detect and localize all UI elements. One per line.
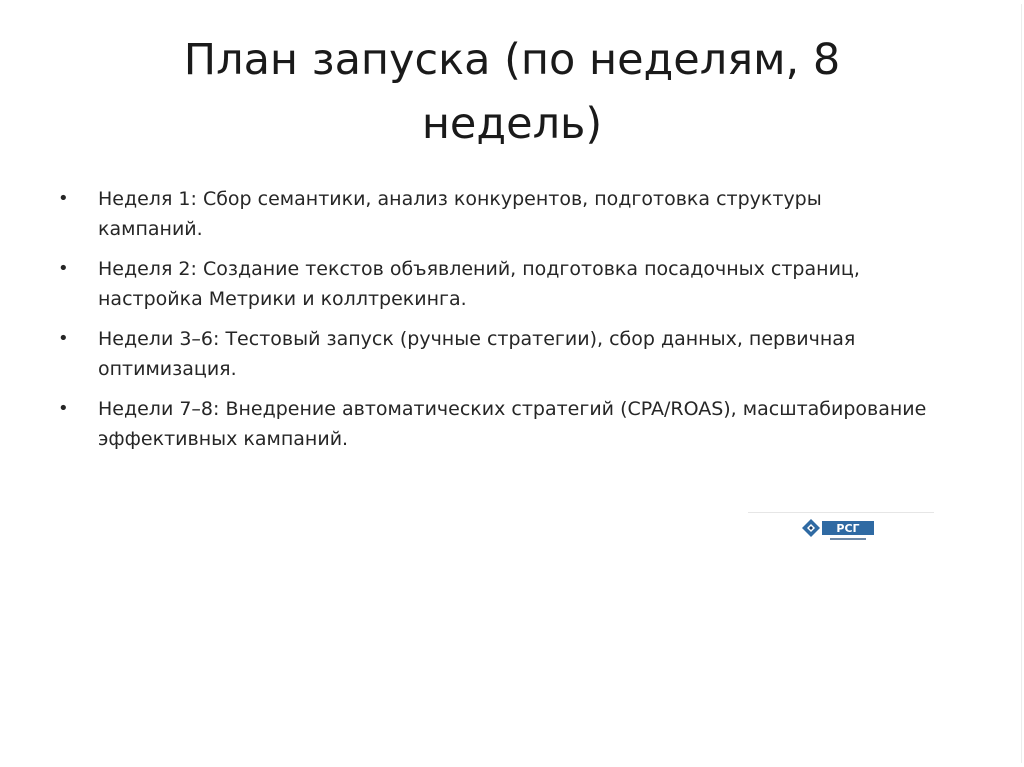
slide-title: План запуска (по неделям, 8 недель) (183, 35, 841, 149)
bullet-dot: • (58, 188, 69, 209)
bullet-list (58, 184, 928, 464)
bullet-item (58, 254, 928, 314)
bullet-dot: • (58, 258, 69, 279)
logo-divider (748, 512, 934, 513)
bullet-text: Недели 3–6: Тестовый запуск (ручные стратегии), сбор данных, первичная оптимизация. (98, 328, 856, 380)
slide-edge-divider (1021, 4, 1022, 763)
bullet-item (58, 394, 928, 454)
logo-area (748, 510, 934, 550)
diamond-logo-icon (802, 519, 820, 537)
bullet-dot: • (58, 328, 69, 349)
bullet-text: Недели 7–8: Внедрение автоматических стратегий (CPA/ROAS), масштабирование эффективных кампаний. (98, 398, 927, 450)
bullet-dot: • (58, 398, 69, 419)
bullet-text: Неделя 1: Сбор семантики, анализ конкурентов, подготовка структуры кампаний. (98, 188, 822, 240)
logo-subline (830, 538, 866, 540)
bullet-item (58, 184, 928, 244)
logo-text: PCГ (836, 522, 860, 535)
company-logo (800, 516, 878, 546)
bullet-item (58, 324, 928, 384)
bullet-text: Неделя 2: Создание текстов объявлений, подготовка посадочных страниц, настройка Метрики и коллтрекинга. (98, 258, 860, 310)
